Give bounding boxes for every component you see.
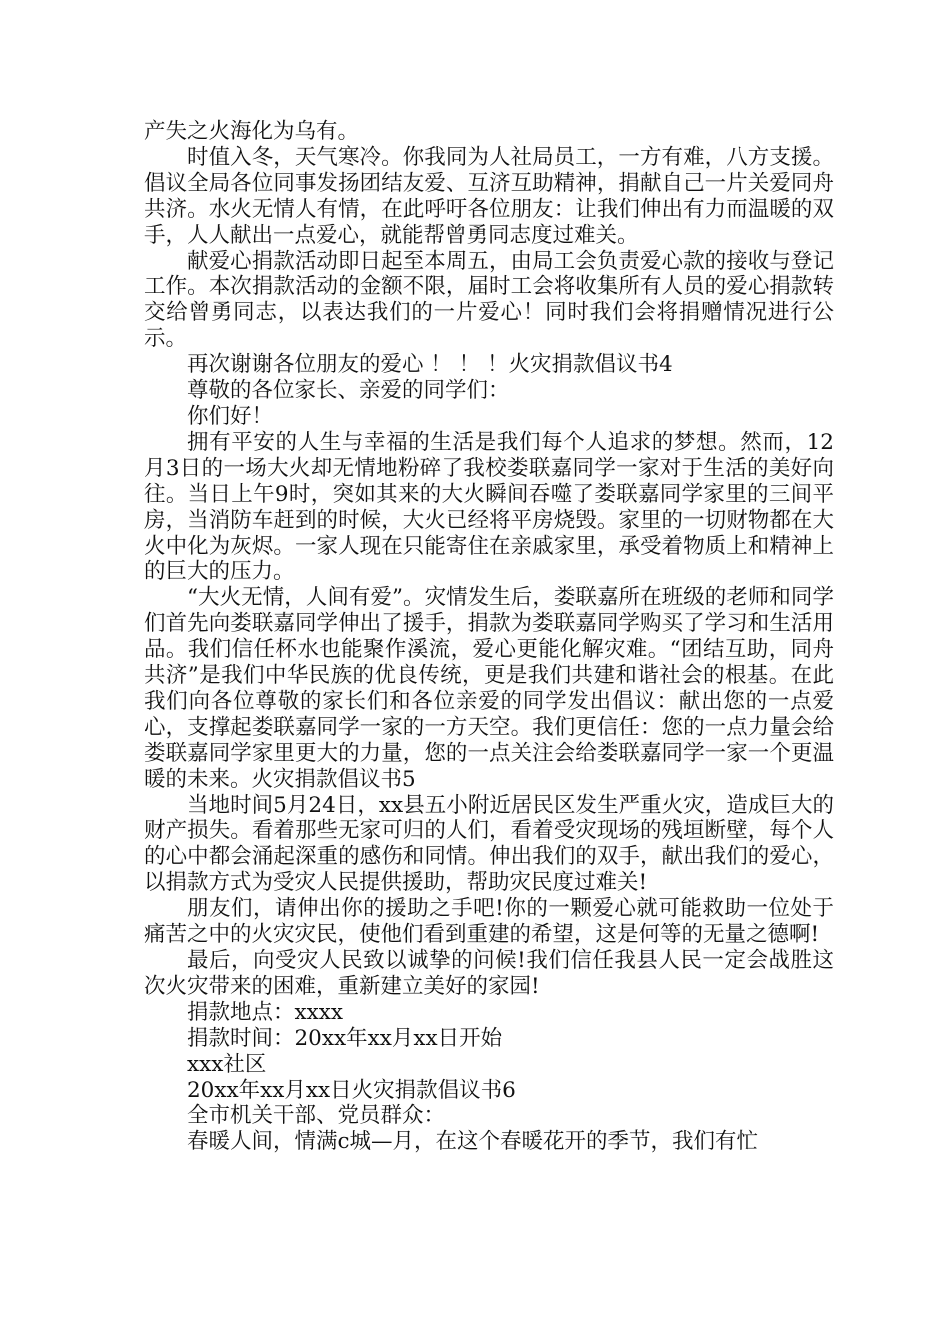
signature-date: 20xx年xx月xx日火灾捐款倡议书6 xyxy=(187,1077,516,1103)
paragraph: 献爱心捐款活动即日起至本周五，由局工会负责爱心款的接收与登记工作。本次捐款活动的金额不限，届时工会将收集所有人员的爱心捐款转交给曾勇同志，以表达我们的一片爱心！同时我们会将捐赠情况进行公示。 xyxy=(144,248,834,352)
paragraph: 最后，向受灾人民致以诚挚的问候!我们信任我县人民一定会战胜这次火灾带来的困难，重新建立美好的家园! xyxy=(144,948,834,999)
paragraph: 再次谢谢各位朋友的爱心 ！ ！ ！火灾捐款倡议书4 xyxy=(187,352,673,378)
paragraph: “大火无情，人间有爱”。灾情发生后，娄联嘉所在班级的老师和同学们首先向娄联嘉同学伸出了援手，捐款为娄联嘉同学购买了学习和生活用品。我们信任杯水也能聚作溪流，爱心更能化解灾难。“团结互助，同舟共济”是我们中华民族的优良传统，更是我们共建和谐社会的根基。在此我们向各位尊敬的家长们和各位亲爱的同学发出倡议：献出您的一点爱心，支撑起娄联嘉同学一家的一方天空。我们更信任：您的一点力量会给娄联嘉同学家里更大的力量，您的一点关注会给娄联嘉同学一家一个更温暖的未来。火灾捐款倡议书5 xyxy=(144,585,834,792)
paragraph: 朋友们，请伸出你的援助之手吧!你的一颗爱心就可能救助一位处于痛苦之中的火灾灾民，使他们看到重建的希望，这是何等的无量之德啊! xyxy=(144,896,834,948)
salutation: 全市机关干部、党员群众： xyxy=(187,1103,446,1129)
paragraph: 时值入冬，天气寒冷。你我同为人社局员工，一方有难，八方支援。倡议全局各位同事发扬团结友爱、互济互助精神，捐献自己一片关爱同舟共济。水火无情人有情，在此呼吁各位朋友：让我们伸出有力而温暖的双手，人人献出一点爱心，就能帮曾勇同志度过难关。 xyxy=(144,144,834,248)
greeting: 你们好！ xyxy=(187,403,274,429)
paragraph: 拥有平安的人生与幸福的生活是我们每个人追求的梦想。然而，12月3日的一场大火却无情地粉碎了我校娄联嘉同学一家对于生活的美好向往。当日上午9时，突如其来的大火瞬间吞噬了娄联嘉同学家里的三间平房，当消防车赶到的时候，大火已经将平房烧毁。家里的一切财物都在大火中化为灰烬。一家人现在只能寄住在亲戚家里，承受着物质上和精神上的巨大的压力。 xyxy=(144,429,834,585)
salutation: 尊敬的各位家长、亲爱的同学们： xyxy=(187,378,510,404)
donation-time: 捐款时间：20xx年xx月xx日开始 xyxy=(187,1025,503,1051)
paragraph: 春暖人间，情满c城—月，在这个春暖花开的季节，我们有忙 xyxy=(187,1129,759,1155)
paragraph: 当地时间5月24日，xx县五小附近居民区发生严重火灾，造成巨大的财产损失。看着那些无家可归的人们，看着受灾现场的残垣断壁，每个人的心中都会涌起深重的感伤和同情。伸出我们的双手，献出我们的爱心，以捐款方式为受灾人民提供援助，帮助灾民度过难关! xyxy=(144,792,834,896)
paragraph: 产失之火海化为乌有。 xyxy=(144,119,360,144)
document-body xyxy=(144,119,834,1155)
donation-location: 捐款地点：xxxx xyxy=(187,999,344,1025)
signature-organization: xxx社区 xyxy=(187,1051,267,1077)
